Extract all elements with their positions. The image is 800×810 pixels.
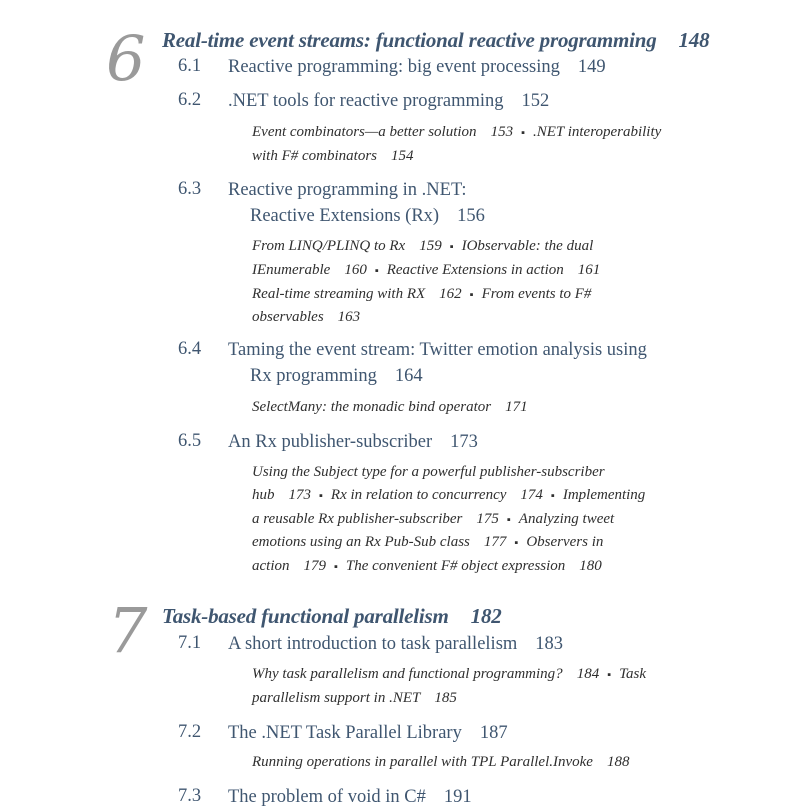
section-title-line2 [228,363,647,389]
subsection-line [252,121,661,145]
subsection-entry[interactable]: emotions using an Rx Pub-Sub class [252,534,470,551]
section-title-text: Rx programming [250,366,377,386]
subsection-line [252,235,600,259]
section-title-6-5[interactable] [228,429,478,455]
subsection-entry[interactable]: hub [252,486,275,503]
subsection-entry[interactable]: From LINQ/PLINQ to Rx [252,238,406,254]
bullet-separator: ▪ [514,537,519,550]
section-title-6-4[interactable] [228,337,647,389]
subsection-page: 185 [434,689,457,706]
subsection-line [252,508,645,532]
subsection-list-6-5 [252,461,645,579]
subsection-line [252,751,629,774]
subsection-entry[interactable]: IObservable: the dual [461,238,594,254]
subsection-page: 177 [483,534,507,551]
section-page: 183 [535,634,564,654]
section-number-6-4: 6.4 [178,339,202,359]
chapter-page: 148 [678,28,710,52]
section-number-7-2: 7.2 [178,722,202,742]
subsection-page: 180 [579,558,602,575]
chapter-page: 182 [470,604,502,628]
section-page: 149 [577,57,606,77]
section-number-7-1: 7.1 [178,633,202,653]
bullet-separator: ▪ [607,669,612,681]
subsection-line [252,531,645,555]
subsection-entry[interactable]: Observers in [526,534,604,551]
subsection-page: 179 [303,558,326,575]
subsection-entry[interactable]: From events to F# [481,285,592,302]
section-title-line1: Reactive programming in .NET: [228,180,467,200]
subsection-page: 159 [419,238,442,254]
bullet-separator: ▪ [506,513,511,526]
section-title-text: An Rx publisher-subscriber [228,432,433,452]
section-page: 156 [457,206,485,226]
section-title-text: The .NET Task Parallel Library [228,723,462,743]
subsection-entry[interactable]: observables [252,309,324,326]
subsection-entry[interactable]: action [252,558,290,575]
chapter-number-7: 7 [108,594,148,667]
chapter-number-6: 6 [106,22,146,95]
subsection-entry[interactable]: .NET interoperability [532,124,662,140]
subsection-entry[interactable]: SelectMany: the monadic bind operator [252,399,492,415]
subsection-entry[interactable]: Running operations in parallel with TPL Parallel.Invoke [252,754,593,770]
bullet-separator: ▪ [319,489,323,502]
subsection-line [252,145,661,168]
section-title-7-3[interactable] [228,784,472,810]
subsection-page: 188 [606,754,630,770]
subsection-line [252,555,645,579]
subsection-entry[interactable]: Task [619,666,647,682]
chapter-title-text: Task-based functional parallelism [162,604,449,628]
section-title-text: Reactive programming: big event processing [228,57,560,77]
section-title-7-2[interactable] [228,720,508,746]
subsection-entry[interactable]: Real-time streaming with RX [252,285,426,302]
subsection-list-6-4 [252,396,528,419]
section-number-6-5: 6.5 [178,431,202,451]
section-title-text: Reactive Extensions (Rx) [250,206,440,226]
bullet-separator: ▪ [521,127,525,139]
section-title-6-1[interactable] [228,54,606,80]
subsection-entry[interactable]: Using the Subject type for a powerful publisher-subscriber [252,464,605,480]
section-title-6-2[interactable] [228,88,549,114]
subsection-entry[interactable]: with F# combinators [252,147,378,164]
subsection-page: 174 [520,486,543,503]
bullet-separator: ▪ [374,264,379,277]
section-number-6-3: 6.3 [178,179,202,199]
subsection-page: 163 [337,309,361,326]
section-page: 164 [394,366,423,386]
section-number-6-1: 6.1 [178,56,202,76]
subsection-page: 184 [576,666,600,682]
subsection-page: 162 [439,285,462,302]
section-number-7-3: 7.3 [178,786,202,806]
subsection-page: 171 [505,399,528,415]
section-title-text: A short introduction to task parallelism [228,634,518,654]
subsection-entry[interactable]: The convenient F# object expression [345,558,566,575]
bullet-separator: ▪ [334,561,338,574]
section-page: 187 [479,723,508,743]
section-page: 173 [450,432,478,452]
subsection-line [252,306,600,329]
section-title-line2 [228,203,485,229]
chapter-title-7[interactable] [162,604,502,629]
subsection-entry[interactable]: a reusable Rx publisher-subscriber [252,510,463,527]
subsection-entry[interactable]: Reactive Extensions in action [386,261,564,278]
chapter-title-text: Real-time event streams: functional reactive programming [162,28,657,52]
bullet-separator: ▪ [469,288,474,301]
subsection-page: 160 [344,261,367,278]
section-title-line1: Taming the event stream: Twitter emotion analysis using [228,340,647,360]
subsection-line [252,663,646,687]
subsection-list-6-2 [252,121,661,168]
subsection-page: 154 [391,147,414,164]
subsection-entry[interactable]: Analyzing tweet [518,510,615,527]
subsection-entry[interactable]: Event combinators—a better solution [252,124,477,140]
subsection-line [252,461,645,484]
subsection-entry[interactable]: Rx in relation to concurrency [330,486,507,503]
bullet-separator: ▪ [449,241,454,253]
subsection-line [252,484,645,508]
subsection-line [252,396,528,419]
section-title-7-1[interactable] [228,631,563,657]
subsection-list-6-3 [252,235,600,329]
section-number-6-2: 6.2 [178,90,202,110]
subsection-entry[interactable]: IEnumerable [252,261,331,278]
section-title-text: The problem of void in C# [228,787,426,807]
subsection-line [252,259,600,283]
subsection-page: 161 [577,261,601,278]
subsection-page: 173 [288,486,311,503]
subsection-page: 175 [476,510,499,527]
bullet-separator: ▪ [550,489,555,502]
section-page: 191 [443,787,472,807]
subsection-entry[interactable]: Why task parallelism and functional programming? [252,666,563,682]
section-title-text: .NET tools for reactive programming [228,91,504,111]
subsection-list-7-1 [252,663,646,710]
subsection-entry[interactable]: Implementing [562,486,646,503]
section-title-6-3[interactable] [228,177,485,229]
subsection-entry[interactable]: parallelism support in .NET [252,689,421,706]
subsection-page: 153 [490,124,514,140]
subsection-list-7-2 [252,751,629,774]
chapter-title-6[interactable] [162,28,709,53]
subsection-line [252,283,600,307]
section-page: 152 [521,91,550,111]
subsection-line [252,687,646,710]
